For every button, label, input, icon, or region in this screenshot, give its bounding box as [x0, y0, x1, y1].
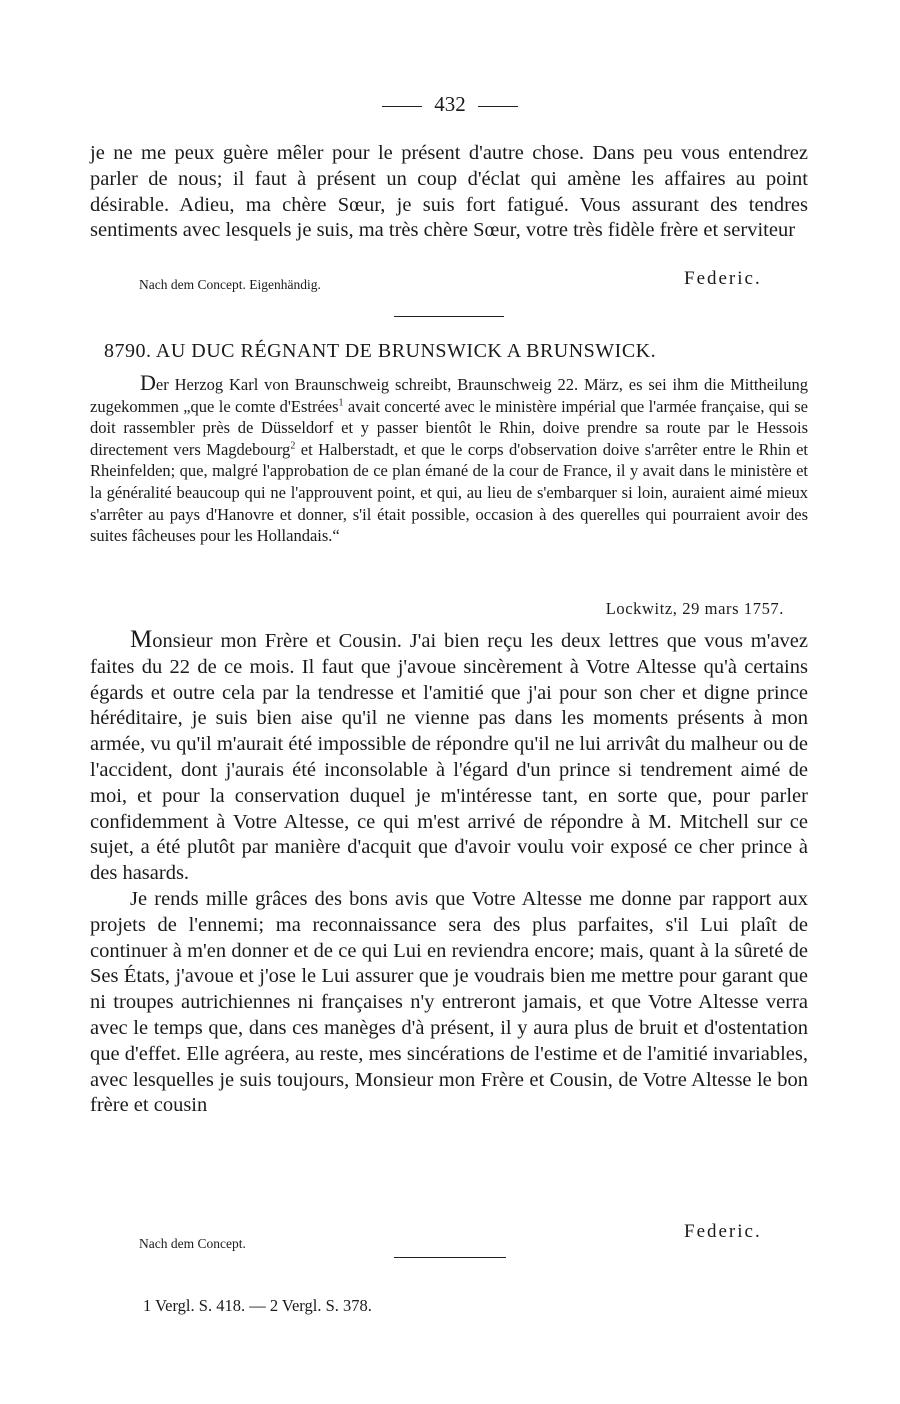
letter-paragraph-2: Je rends mille grâces des bons avis que Votre Altesse me donne par rapport aux projets de l'ennemi; ma reconnaissance sera des plus parfaites, s'il Lui plaît de continuer à m'en donner et de ce qui Lui en reviendra encore; mais, quant à la sûreté de Ses États, j'avoue et j'ose le Lui assurer que je voudrais bien me mettre pour garant que ni troupes autrichiennes ni françaises n'y entreront jamais, et que Votre Altesse verra avec le temps que, dans ces manèges d'à présent, il y aura plus de bruit et d'ostentation que d'effet. Elle agréera, au reste, mes sincérations de l'estime et de l'amitié invariables, avec lesquelles je suis toujours, Monsieur mon Frère et Cousin, de Votre Altesse le bon frère et cousin	[90, 887, 808, 1117]
summary-text-3: et Halberstadt, et que le corps d'observation doive s'arrêter entre le Rhin et Rheinfelden; que, malgré l'approbation de ce plan émané de la cour de France, il y avait dans le ministère et la généralité beaucoup qui ne l'approuvent point, et qui, au lieu de s'embarquer si loin, auraient aimé mieux s'arrêter au pays d'Hanovre et donner, s'il était possible, occasion à des querelles qui pourraient avoir des suites fâcheuses pour les Hollandais.“	[90, 439, 808, 546]
footnote-marker-1: 1	[338, 397, 344, 409]
section-divider-top	[394, 316, 504, 317]
summary-text-2: avait concerté avec le ministère impérial que l'armée française, qui se doit rassembler près de Düsseldorf et y passer bientôt le Rhin, doive prendre sa route par le Hessois directement vers Magdebourg	[90, 396, 808, 459]
summary-dropcap: D	[140, 370, 156, 395]
summary-paragraph	[90, 372, 808, 547]
page-number: 432	[434, 92, 466, 116]
dateline: Lockwitz, 29 mars 1757.	[605, 599, 784, 618]
letter-body	[90, 627, 808, 1119]
footnote-marker-2: 2	[290, 440, 296, 452]
footnotes: 1 Vergl. S. 418. — 2 Vergl. S. 378.	[143, 1296, 372, 1315]
page-number-dash-left	[382, 106, 422, 107]
signature-top: Federic.	[684, 268, 762, 289]
closing-paragraph-previous-letter	[90, 141, 808, 244]
page-number-row	[0, 92, 900, 117]
letter-paragraph-1-text: onsieur mon Frère et Cousin. J'ai bien reçu les deux lettres que vous m'avez faites du 22 de ce mois. Il faut que j'avoue sincèrement à Votre Altesse qu'à certains égards et outre cela par la tendresse et l'amitié que j'ai pour son cher et digne prince héréditaire, je suis bien aise qu'il ne vienne pas dans les moments présents à mon armée, vu qu'il m'aurait été impossible de répondre qu'il ne lui arrivât du malheur ou de l'accident, dont j'aurais été inconsolable à l'égard d'un prince si tendrement aimé de moi, et pour la conservation duquel je m'intéresse tant, en sorte que, pour parler confidemment à Votre Altesse, ce qui m'est arrivé de répondre à M. Mitchell sur ce sujet, a été plutôt par manière d'acquit que d'avoir voulu voir exposé ce cher prince à des hasards.	[90, 630, 808, 885]
page-number-dash-right	[478, 106, 518, 107]
summary-text-1: er Herzog Karl von Braunschweig schreibt, Braunschweig 22. März, es sei ihm die Mittheilung zugekommen „que le comte d'Estrées	[90, 375, 808, 416]
letter-dropcap: M	[130, 626, 153, 653]
letter-summary	[90, 372, 808, 547]
letter-heading: 8790. AU DUC RÉGNANT DE BRUNSWICK A BRUNSWICK.	[104, 340, 657, 362]
signature-bottom: Federic.	[684, 1221, 762, 1242]
letter-paragraph-1	[90, 627, 808, 887]
section-divider-bottom	[394, 1257, 506, 1258]
closing-paragraph-text: je ne me peux guère mêler pour le présent d'autre chose. Dans peu vous entendrez parler de nous; il faut à présent un coup d'éclat qui amène les affaires au point désirable. Adieu, ma chère Sœur, je suis fort fatigué. Vous assurant des tendres sentiments avec lesquels je suis, ma très chère Sœur, votre très fidèle frère et serviteur	[90, 142, 808, 242]
source-note-bottom: Nach dem Concept.	[139, 1236, 246, 1251]
source-note-top: Nach dem Concept. Eigenhändig.	[139, 277, 321, 292]
